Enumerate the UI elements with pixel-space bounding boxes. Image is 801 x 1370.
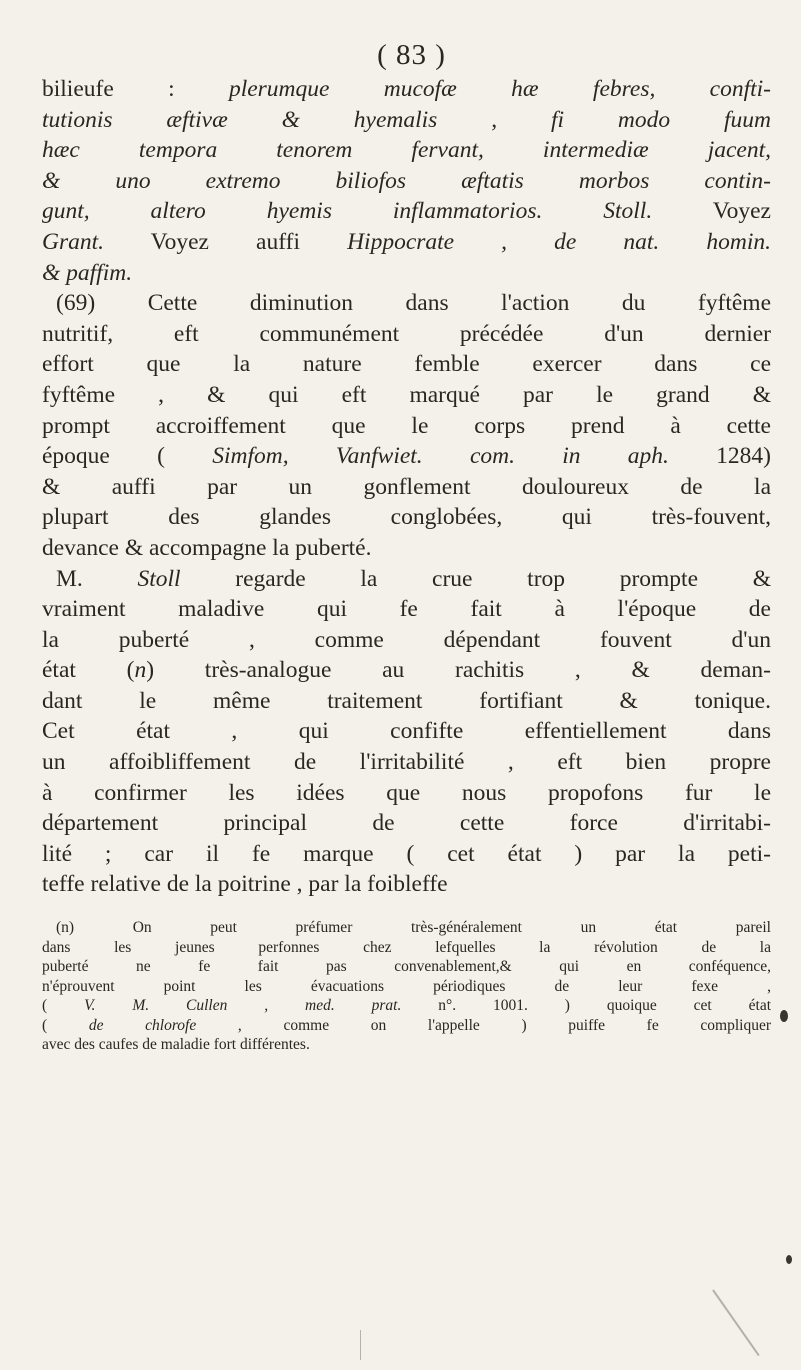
text-line [42, 716, 771, 747]
italic-text: plerumque mucofæ hæ febres, confti- [228, 76, 771, 102]
italic-text: hæc tempora tenorem fervant, intermediæ jacent, [42, 137, 771, 164]
text-segment: teffe relative de la poitrine , par la foibleffe [42, 871, 448, 898]
text-segment: , comme on l'appelle ) puiffe fe compliquer [196, 1016, 771, 1034]
page-number: ( 83 ) [377, 39, 446, 71]
text-line [42, 778, 771, 809]
text-line [42, 227, 771, 258]
text-segment: fyftême , & qui eft marqué par le grand & [42, 381, 771, 408]
footnote-line [42, 996, 771, 1016]
text-segment: n'éprouvent point les évacuations périodiques de leur fexe , [42, 977, 771, 995]
text-segment: & auffi par un gonflement douloureux de la [42, 473, 771, 500]
ink-spot [786, 1255, 792, 1264]
text-segment: devance & accompagne la puberté. [42, 534, 372, 561]
text-segment: puberté ne fe fait pas convenablement,& qui en conféquence, [42, 958, 771, 976]
text-segment: vraiment maladive qui fe fait à l'époque de [42, 596, 771, 623]
text-segment: dant le même traitement fortifiant & tonique. [42, 687, 771, 714]
text-line [42, 166, 771, 197]
text-segment: ( [42, 997, 85, 1015]
text-segment: plupart des glandes conglobées, qui très-fouvent, [42, 504, 771, 531]
text-line [42, 655, 771, 686]
text-segment: époque ( [42, 443, 213, 470]
text-line [42, 533, 771, 564]
text-line [42, 105, 771, 136]
text-line [42, 349, 771, 380]
text-line [42, 196, 771, 227]
text-segment: dans les jeunes perfonnes chez lefquelles la révolution de la [42, 938, 771, 956]
text-segment: (n) On peut préfumer très-généralement un état pareil [56, 919, 771, 937]
footnote [42, 918, 771, 1055]
italic-text: Simfom, Vanfwiet. com. in aph. [212, 443, 669, 470]
footnote-line [42, 957, 771, 977]
text-line [42, 472, 771, 503]
italic-text: & paffim. [42, 259, 133, 286]
text-segment: regarde la crue trop prompte & [180, 565, 771, 592]
italic-text: tutionis æftivæ & hyemalis , fi modo fuum [42, 106, 771, 133]
italic-text: Grant. [42, 228, 105, 255]
text-line [42, 686, 771, 717]
footnote-line [42, 918, 771, 938]
text-line [42, 747, 771, 778]
italic-text: & uno extremo biliofos æftatis morbos contin- [42, 167, 771, 194]
italic-text: V. M. Cullen , med. prat. [84, 997, 402, 1015]
italic-text: de chlorofe [88, 1016, 197, 1034]
text-segment: nutritif, eft communément précédée d'un dernier [42, 320, 771, 347]
text-segment: la puberté , comme dépendant fouvent d'un [42, 626, 771, 653]
text-segment: 1284) [668, 443, 771, 470]
italic-text: Stoll [137, 565, 181, 592]
footnote-line [42, 1016, 771, 1036]
text-segment: prompt accroiffement que le corps prend à cette [42, 412, 771, 439]
footnote-line [42, 1035, 771, 1055]
text-segment: (69) Cette diminution dans l'action du fyftême [56, 290, 771, 317]
text-line [42, 258, 771, 289]
text-line [42, 564, 771, 595]
text-segment: n°. 1001. ) quoique cet état [401, 997, 772, 1015]
text-line [42, 135, 771, 166]
text-segment: à confirmer les idées que nous propofons fur le [42, 779, 771, 806]
text-segment: un affoibliffement de l'irritabilité , eft bien propre [42, 749, 771, 776]
text-line [42, 594, 771, 625]
text-line [42, 839, 771, 870]
paper-crease [360, 1330, 361, 1360]
text-segment: M. [56, 565, 138, 592]
footnote-line [42, 938, 771, 958]
text-line [42, 625, 771, 656]
text-line [42, 869, 771, 900]
footnote-line [42, 977, 771, 997]
text-line [42, 380, 771, 411]
text-segment: Voyez auffi [104, 228, 348, 255]
text-segment: ) très-analogue au rachitis , & deman- [146, 657, 771, 684]
italic-text: gunt, altero hyemis inflammatorios. Stoll. [42, 198, 653, 225]
italic-text: Hippocrate , de nat. homin. [347, 228, 771, 255]
text-segment: Voyez [652, 198, 771, 225]
text-line [42, 808, 771, 839]
text-segment: état ( [42, 657, 135, 684]
text-line [42, 319, 771, 350]
text-segment: ( [42, 1016, 89, 1034]
text-line [42, 502, 771, 533]
body-text [42, 74, 771, 900]
ink-spot [780, 1010, 788, 1022]
text-segment: lité ; car il fe marque ( cet état ) par la peti- [42, 840, 771, 867]
paper-crease [712, 1289, 760, 1356]
text-line [42, 288, 771, 319]
text-line [42, 441, 771, 472]
text-segment: Cet état , qui confifte effentiellement dans [42, 718, 771, 745]
text-line [42, 74, 771, 105]
text-segment: effort que la nature femble exercer dans ce [42, 351, 771, 378]
text-segment: bilieufe : [42, 76, 229, 102]
text-segment: département principal de cette force d'irritabi- [42, 810, 771, 837]
italic-text: n [134, 657, 147, 684]
text-line [42, 411, 771, 442]
text-segment: avec des caufes de maladie fort différentes. [42, 1036, 310, 1054]
